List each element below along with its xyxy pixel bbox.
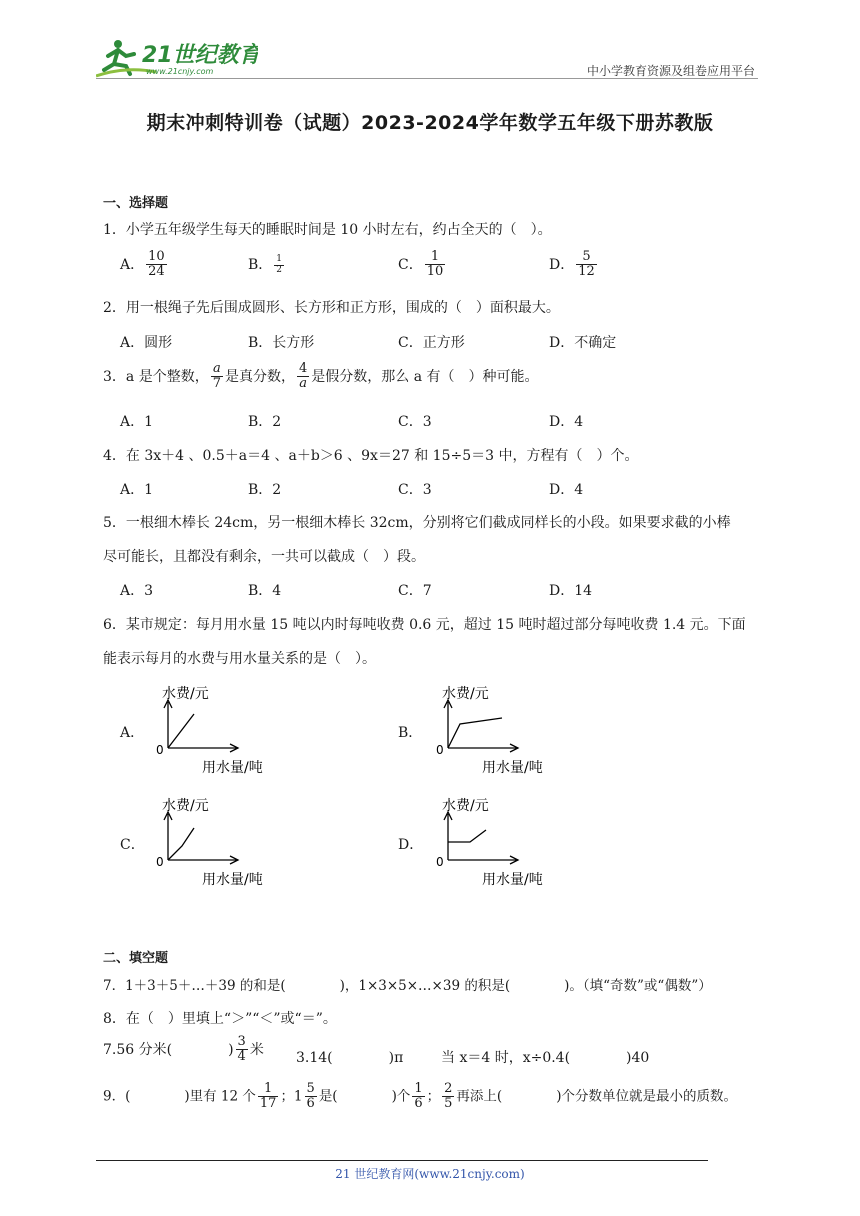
header-divider <box>96 78 758 79</box>
q1-option-b: B． $\frac{1}{2}$ <box>248 253 283 275</box>
q4-option-a: A．1 <box>120 482 154 498</box>
q6-option-a-label: A． <box>120 725 145 741</box>
svg-text:0: 0 <box>156 855 164 869</box>
svg-text:0: 0 <box>156 743 164 757</box>
q2-option-c: C．正方形 <box>398 335 465 351</box>
q5-option-a: A．3 <box>120 583 154 599</box>
question-5-line-1: 5．一根细木棒长 24cm，另一根细木棒长 32cm，分别将它们截成同样长的小段。如果要求截的小棒 <box>103 515 731 531</box>
svg-text:水费/元: 水费/元 <box>442 686 489 702</box>
q1-option-d: D． $\frac{5}{12}$ <box>549 249 595 280</box>
q4-option-c: C．3 <box>398 482 432 498</box>
q6-option-c-label: C． <box>120 837 145 853</box>
graph-b <box>430 682 560 774</box>
svg-text:用水量/吨: 用水量/吨 <box>482 760 543 774</box>
q1-option-a: A． $\frac{10}{24}$ <box>120 249 165 280</box>
graph-c <box>150 794 280 886</box>
svg-text:水费/元: 水费/元 <box>162 686 209 702</box>
platform-label: 中小学教育资源及组卷应用平台 <box>586 64 755 78</box>
svg-text:0: 0 <box>436 855 444 869</box>
q4-option-b: B．2 <box>248 482 282 498</box>
q5-option-b: B．4 <box>248 583 282 599</box>
section-heading-choice: 一、选择题 <box>103 196 169 211</box>
graph-a <box>150 682 280 774</box>
question-4: 4．在 3x＋4 、0.5＋a＝4 、a＋b＞6 、9x＝27 和 15÷5＝3 中，方程有（ ）个。 <box>103 448 639 464</box>
question-9: 9．( )里有 12 个 $\frac{1}{17}$ ；1 $\frac{5}{6}$ 是( )个 $\frac{1}{6}$ ； $\frac{2}{5}$ 再添上( )个分数单位就是最小的质数。 <box>103 1081 737 1112</box>
svg-text:用水量/吨: 用水量/吨 <box>202 760 263 774</box>
q5-option-d: D．14 <box>549 583 593 599</box>
q8-item-1: 7.56 分米( ) $\frac{3}{4}$ 米 <box>103 1034 264 1065</box>
logo-url: www.21cnjy.com <box>146 67 214 76</box>
svg-text:0: 0 <box>436 743 444 757</box>
q3-option-d: D．4 <box>549 414 584 430</box>
q5-option-c: C．7 <box>398 583 432 599</box>
question-6-line-1: 6．某市规定：每月用水量 15 吨以内时每吨收费 0.6 元，超过 15 吨时超过部分每吨收费 1.4 元。下面 <box>103 617 746 633</box>
footer-divider <box>96 1160 708 1161</box>
q6-option-d-label: D． <box>398 837 424 853</box>
q6-option-b-label: B． <box>398 725 423 741</box>
section-heading-fill: 二、填空题 <box>103 951 169 966</box>
question-2: 2．用一根绳子先后围成圆形、长方形和正方形，围成的（ ）面积最大。 <box>103 300 560 316</box>
q2-option-b: B．长方形 <box>248 335 315 351</box>
q1-option-c: C． $\frac{1}{10}$ <box>398 249 444 280</box>
footer-link[interactable]: 21 世纪教育网(www.21cnjy.com) <box>335 1167 525 1181</box>
question-3: 3．a 是个整数， $\frac{a}{7}$ 是真分数， $\frac{4}{a}$ 是假分数，那么 a 有（ ）种可能。 <box>103 361 539 392</box>
q3-option-c: C．3 <box>398 414 432 430</box>
question-6-line-2: 能表示每月的水费与用水量关系的是（ ）。 <box>103 651 376 667</box>
q3-option-a: A．1 <box>120 414 154 430</box>
q8-item-2: 3.14( )π <box>296 1050 404 1066</box>
svg-text:用水量/吨: 用水量/吨 <box>482 872 543 886</box>
q8-item-3: 当 x＝4 时，x÷0.4( )40 <box>441 1050 650 1066</box>
logo-text: 21世纪教育 <box>142 43 258 68</box>
site-logo <box>96 36 258 80</box>
svg-text:水费/元: 水费/元 <box>442 798 489 814</box>
question-8: 8．在（ ）里填上“＞”“＜”或“＝”。 <box>103 1011 337 1027</box>
svg-text:用水量/吨: 用水量/吨 <box>202 872 263 886</box>
q4-option-d: D．4 <box>549 482 584 498</box>
question-1: 1．小学五年级学生每天的睡眠时间是 10 小时左右，约占全天的（ ）。 <box>103 222 552 238</box>
document-title: 期末冲刺特训卷（试题）2023-2024学年数学五年级下册苏教版 <box>146 112 714 134</box>
graph-d <box>430 794 560 886</box>
svg-text:水费/元: 水费/元 <box>162 798 209 814</box>
q2-option-a: A．圆形 <box>120 335 173 351</box>
q2-option-d: D．不确定 <box>549 335 617 351</box>
question-7: 7．1＋3＋5＋…＋39 的和是( )，1×3×5×…×39 的积是( )。（填“奇数”或“偶数”） <box>103 978 712 994</box>
question-5-line-2: 尽可能长，且都没有剩余，一共可以截成（ ）段。 <box>103 549 425 565</box>
q3-option-b: B．2 <box>248 414 282 430</box>
